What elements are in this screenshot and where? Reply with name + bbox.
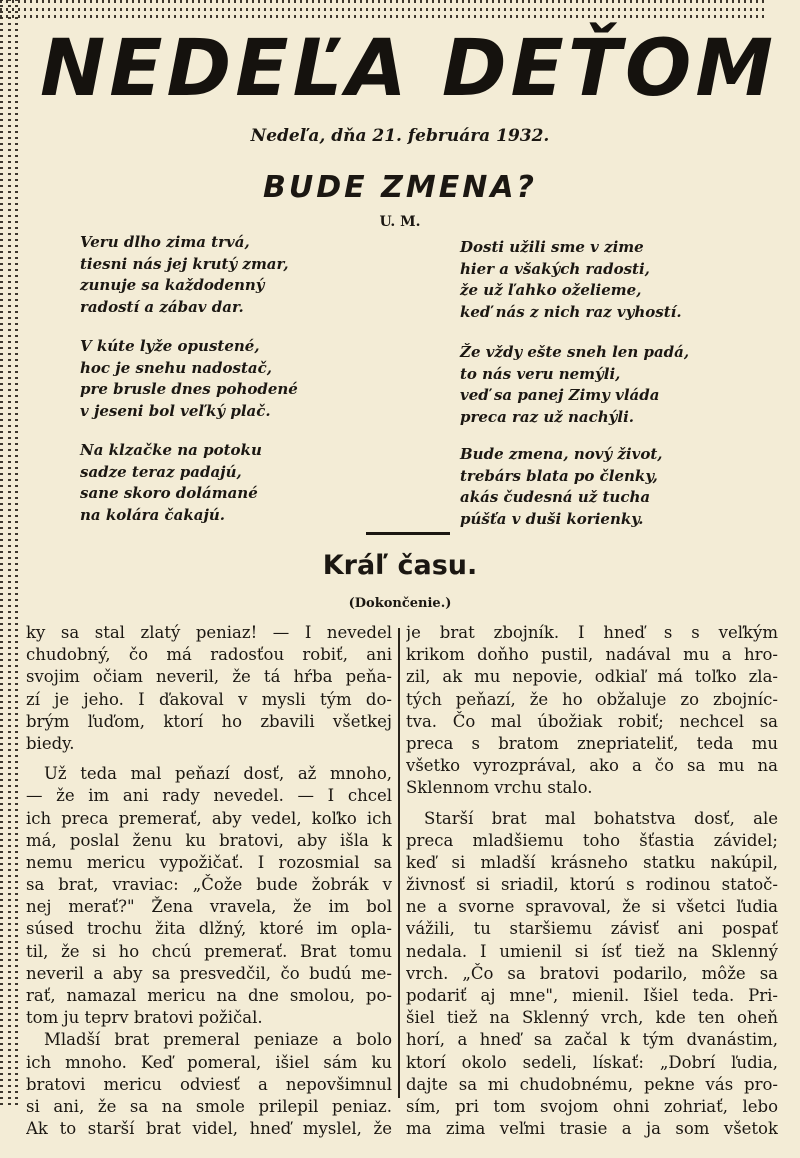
text-line: dajte sa mi chudobnému, pekne vás pro- bbox=[406, 1074, 778, 1094]
text-line: ich mnoho. Keď pomeral, išiel sám ku bbox=[26, 1052, 392, 1072]
dateline: Nedeľa, dňa 21. februára 1932. bbox=[250, 126, 550, 146]
text-line: ky sa stal zlatý peniaz! — I nevedel bbox=[26, 623, 392, 642]
text-line: svojim očiam neveril, že tá hŕba peňa- bbox=[26, 667, 392, 687]
article-column-right bbox=[406, 622, 778, 1140]
text-line: sa brat, vraviac: „Čože bude žobrák v bbox=[26, 875, 392, 895]
text-line: sím, pri tom svojom ohni zohriať, lebo bbox=[406, 1096, 778, 1116]
text-line: zil, ak mu nepovie, odkiaľ má toľko zla- bbox=[406, 667, 778, 687]
poem-stanza-right-1 bbox=[460, 237, 682, 323]
text-line: Sklennom vrchu stalo. bbox=[406, 778, 593, 798]
text-line: živnosť si sriadil, ktorú s rodinou statoč- bbox=[406, 875, 778, 895]
text-line: tom ju teprv bratovi požičal. bbox=[26, 1008, 263, 1028]
text-line: biedy. bbox=[26, 733, 75, 753]
masthead-title: NEDEĽA DEŤOM bbox=[40, 24, 777, 114]
text-line: zí je jeho. I ďakoval v mysli tým do- bbox=[26, 689, 392, 709]
text-line: ktorí okolo sedeli, lískať: „Dobrí ľudia, bbox=[406, 1052, 778, 1072]
ornamental-border-top bbox=[0, 0, 766, 20]
text-line: rať, namazal mericu na dne smolou, po- bbox=[26, 986, 392, 1005]
text-line: súsed trochu žita dlžný, ktoré im opla- bbox=[26, 919, 392, 939]
text-line: Ak to starší brat videl, hneď myslel, že bbox=[26, 1119, 392, 1139]
poem-line: Že vždy ešte sneh len padá, bbox=[460, 343, 690, 361]
text-line: preca s bratom znepriateliť, teda mu bbox=[406, 733, 778, 753]
poem-stanza-left-1 bbox=[80, 232, 289, 318]
text-line: neveril a aby sa presvedčil, čo budú me- bbox=[26, 963, 392, 983]
poem-line: že už ľahko oželieme, bbox=[460, 281, 642, 299]
poem-line: trebárs blata po členky, bbox=[460, 466, 658, 485]
text-line: ma zima veľmi trasie a ja som všetok bbox=[406, 1119, 778, 1139]
story-subtitle: (Dokončenie.) bbox=[348, 596, 452, 611]
text-line: všetko vyrozprával, ako a čo sa mu na bbox=[406, 756, 778, 776]
text-line: tva. Čo mal úbožiak robiť; nechcel sa bbox=[406, 711, 778, 731]
text-line: Starší brat mal bohatstva dosť, ale bbox=[424, 808, 778, 828]
text-line: má, poslal ženu ku bratovi, aby išla k bbox=[26, 830, 392, 850]
poem-line: púšťa v duši korienky. bbox=[460, 509, 644, 528]
poem-line: v jeseni bol veľký plač. bbox=[80, 401, 271, 420]
text-line: nej merať?" Žena vravela, že im bol bbox=[26, 897, 392, 917]
poem-line: sadze teraz padajú, bbox=[80, 462, 242, 481]
poem-line: keď nás z nich raz vyhostí. bbox=[460, 302, 682, 321]
poem-line: hier a všakých radosti, bbox=[460, 259, 650, 278]
text-line: je brat zbojník. I hneď s s veľkým bbox=[406, 623, 778, 642]
text-line: si ani, že sa na smole prilepil peniaz. bbox=[26, 1096, 392, 1116]
text-line: tých peňazí, že ho obžaluje zo zbojníc- bbox=[406, 689, 778, 709]
poem-stanza-right-3 bbox=[460, 444, 663, 530]
poem-line: to nás veru nemýli, bbox=[460, 364, 621, 383]
text-line: šiel tiež na Sklenný vrch, kde ten oheň bbox=[406, 1008, 778, 1028]
poem-line: radostí a zábav dar. bbox=[80, 297, 244, 316]
text-line: nemu mericu vypožičať. I rozosmial sa bbox=[26, 852, 392, 872]
poem-line: zunuje sa každodenný bbox=[80, 276, 265, 294]
poem-line: hoc je snehu nadostač, bbox=[80, 358, 272, 377]
poem-stanza-right-2 bbox=[460, 342, 689, 428]
text-line: keď si mladší krásneho statku nakúpil, bbox=[406, 852, 778, 872]
text-line: — že im ani rady nevedel. — I chcel bbox=[26, 786, 392, 806]
poem-line: Veru dlho zima trvá, bbox=[80, 233, 250, 251]
text-line: krikom doňho pustil, nadával mu a hro- bbox=[406, 645, 778, 665]
text-line: bratovi mericu odviesť a nepovšimnul bbox=[26, 1074, 392, 1094]
poem-line: pre brusle dnes pohodené bbox=[80, 380, 298, 398]
poem-line: V kúte lyže opustené, bbox=[80, 337, 260, 355]
poem-line: preca raz už nachýli. bbox=[460, 407, 635, 426]
poem-line: Na klzačke na potoku bbox=[80, 441, 262, 459]
poem-line: tiesni nás jej krutý zmar, bbox=[80, 254, 289, 273]
poem-title: BUDE ZMENA? bbox=[263, 170, 537, 205]
text-line: Mladší brat premeral peniaze a bolo bbox=[44, 1030, 392, 1050]
text-line: brým ľuďom, ktorí ho zbavili všetkej bbox=[26, 711, 392, 731]
poem-line: na kolára čakajú. bbox=[80, 505, 226, 524]
poem-stanza-left-3 bbox=[80, 440, 262, 526]
text-line: ne a svorne spravoval, že si všetci ľudia bbox=[406, 897, 778, 917]
text-line: preca mladšiemu toho šťastia závidel; bbox=[406, 830, 778, 850]
poem-stanza-left-2 bbox=[80, 336, 298, 422]
section-divider bbox=[366, 532, 450, 535]
text-line: chudobný, čo má radosťou robiť, ani bbox=[26, 645, 392, 665]
article-column-left bbox=[26, 622, 392, 1140]
text-line: horí, a hneď sa začal k tým dvanástim, bbox=[406, 1030, 778, 1050]
poem-line: veď sa panej Zimy vláda bbox=[460, 386, 660, 404]
text-line: nedala. I umienil si ísť tiež na Sklenný bbox=[406, 941, 778, 961]
poem-line: Dosti užili sme v zime bbox=[460, 238, 644, 256]
column-divider bbox=[398, 628, 400, 1098]
poem-author: U. M. bbox=[379, 214, 421, 230]
text-line: vrch. „Čo sa bratovi podarilo, môže sa bbox=[406, 963, 778, 983]
text-line: podariť aj mne", mienil. Išiel teda. Pri- bbox=[406, 986, 778, 1005]
text-line: vážili, tu staršiemu závisť ani pospať bbox=[406, 919, 778, 939]
text-line: Už teda mal peňazí dosť, až mnoho, bbox=[44, 764, 392, 784]
text-line: ich preca premerať, aby vedel, koľko ich bbox=[26, 808, 392, 828]
poem-line: Bude zmena, nový život, bbox=[460, 445, 663, 463]
text-line: til, že si ho chcú premerať. Brat tomu bbox=[26, 941, 392, 961]
poem-line: akás čudesná už tucha bbox=[460, 488, 651, 506]
poem-line: sane skoro dolámané bbox=[80, 484, 258, 502]
story-title: Kráľ času. bbox=[322, 550, 478, 581]
